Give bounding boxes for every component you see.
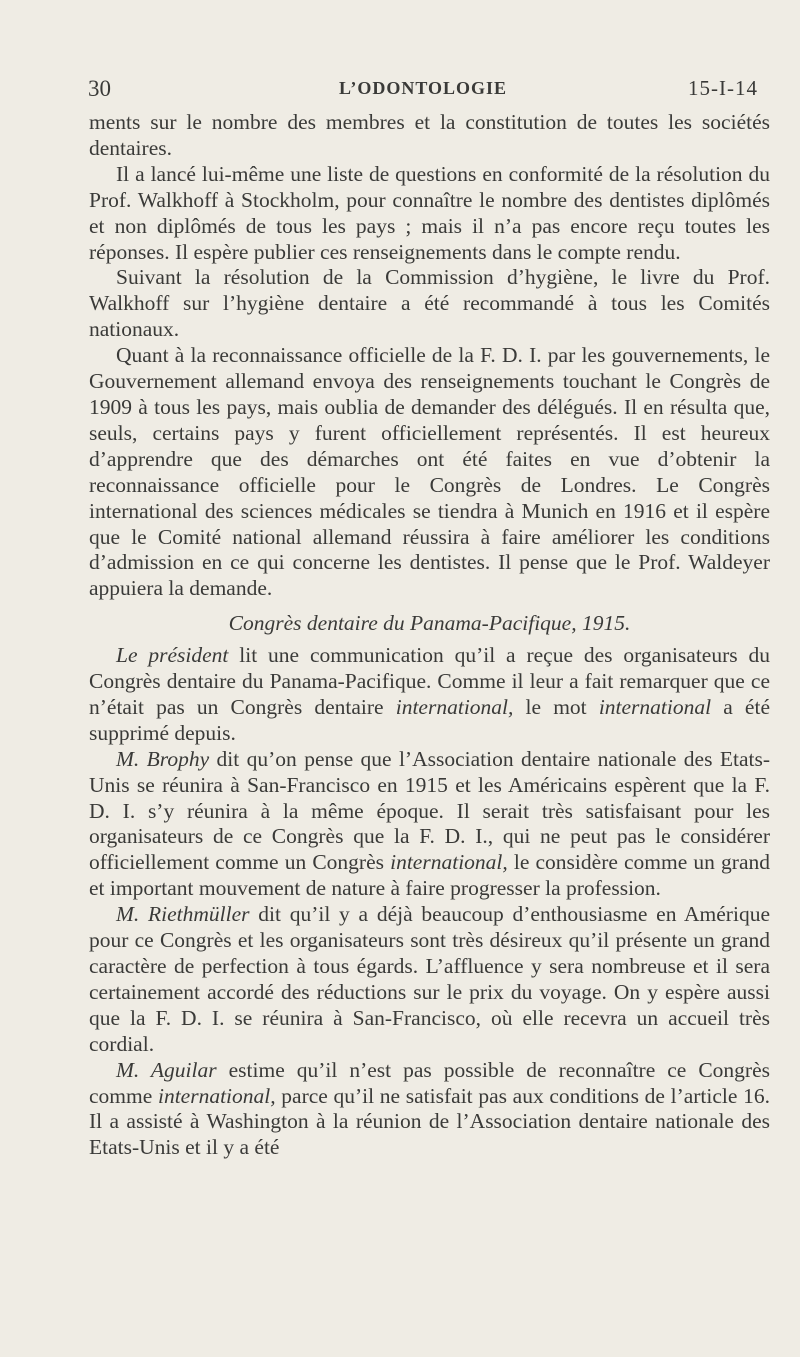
paragraph-text: parce qu’il ne satisfait pas aux conditions de l’article 16. Il a assisté à Washington à la réunion de l’Association dentaire nationale des Etats-Unis et il y a été [89, 1083, 770, 1160]
page-header [88, 76, 758, 106]
paragraph-1: ments sur le nombre des membres et la constitution de toutes les sociétés dentaires. [89, 110, 770, 160]
section-heading: Congrès dentaire du Panama-Pacifique, 1915. [228, 611, 631, 636]
speaker-name: M. Riethmüller [116, 902, 250, 927]
paragraph-text: le mot [513, 694, 599, 719]
paragraph-6 [89, 747, 770, 902]
italic-term: international, [390, 850, 508, 875]
page-body [89, 110, 770, 1161]
paragraph-4: Quant à la reconnaissance officielle de la F. D. I. par les gouvernements, le Gouvernement allemand envoya des renseignements touchant le Congrès de 1909 à tous les pays, mais oublia de demander des délégués. Il en résulta que, seuls, certains pays y furent officiellement représentés. Il est heureux d’apprendre que des démarches ont été faites en vue d’obtenir la reconnaissance officielle pour le Congrès de Londres. Le Congrès international des sciences médicales se tiendra à Munich en 1916 et il espère que le Comité national allemand réussira à faire améliorer les conditions d’admission en ce qui concerne les dentistes. Il pense que le Prof. Waldeyer appuiera la demande. [89, 343, 770, 601]
paragraph-text: dit qu’on pense que l’Association dentaire nationale des Etats-Unis se réunira à San-Francisco en 1915 et les Américains espèrent que la F. D. I. s’y réunira à la même époque. Il serait très satisfaisant pour les organisateurs de ce Congrès que la F. D. I., qui ne peut pas le considérer officiellement comme un Congrès [89, 746, 771, 875]
running-title: L’ODONTOLOGIE [338, 78, 508, 98]
paragraph-7 [89, 902, 770, 1057]
paragraph-5 [89, 643, 770, 747]
paragraph-text: le considère comme un grand et important mouvement de nature à faire progresser la profession. [89, 850, 770, 901]
speaker-name: M. Brophy [116, 746, 210, 771]
paragraph-text: lit une communication qu’il a reçue des organisateurs du Congrès dentaire du Panama-Pacifique. Comme il leur a fait remarquer que ce n’était pas un Congrès dentaire [89, 643, 770, 719]
paragraph-text: a été supprimé depuis. [89, 694, 770, 745]
speaker-name: M. Aguilar [116, 1057, 217, 1082]
page-number: 30 [88, 76, 111, 101]
paragraph-8 [89, 1058, 770, 1162]
speaker-name: Le président [116, 643, 229, 668]
paragraph-2: Il a lancé lui-même une liste de questions en conformité de la résolution du Prof. Walkhoff à Stockholm, pour connaître le nombre des dentistes diplômés et non diplômés de tous les pays ; mais il n’a pas encore reçu toutes les réponses. Il espère publier ces renseignements dans le compte rendu. [89, 161, 770, 264]
italic-term: international, [395, 694, 514, 719]
italic-term: international [598, 694, 712, 719]
paragraph-text: dit qu’il y a déjà beaucoup d’enthousiasme en Amérique pour ce Congrès et les organisateurs sont très désireux qu’il présente un grand caractère de perfection à tous égards. L’affluence y sera nombreuse et il sera certainement accordé des réductions sur le prix du voyage. On y espère aussi que la F. D. I. se réunira à San-Francisco, où elle recevra un accueil très cordial. [89, 902, 770, 1056]
issue-date: 15-I-14 [688, 76, 758, 100]
paragraph-text: estime qu’il n’est pas possible de reconnaître ce Congrès comme [89, 1057, 771, 1108]
paragraph-3: Suivant la résolution de la Commission d’hygiène, le livre du Prof. Walkhoff sur l’hygiène dentaire a été recommandé à tous les Comités nationaux. [89, 265, 770, 342]
italic-term: international, [157, 1083, 276, 1108]
